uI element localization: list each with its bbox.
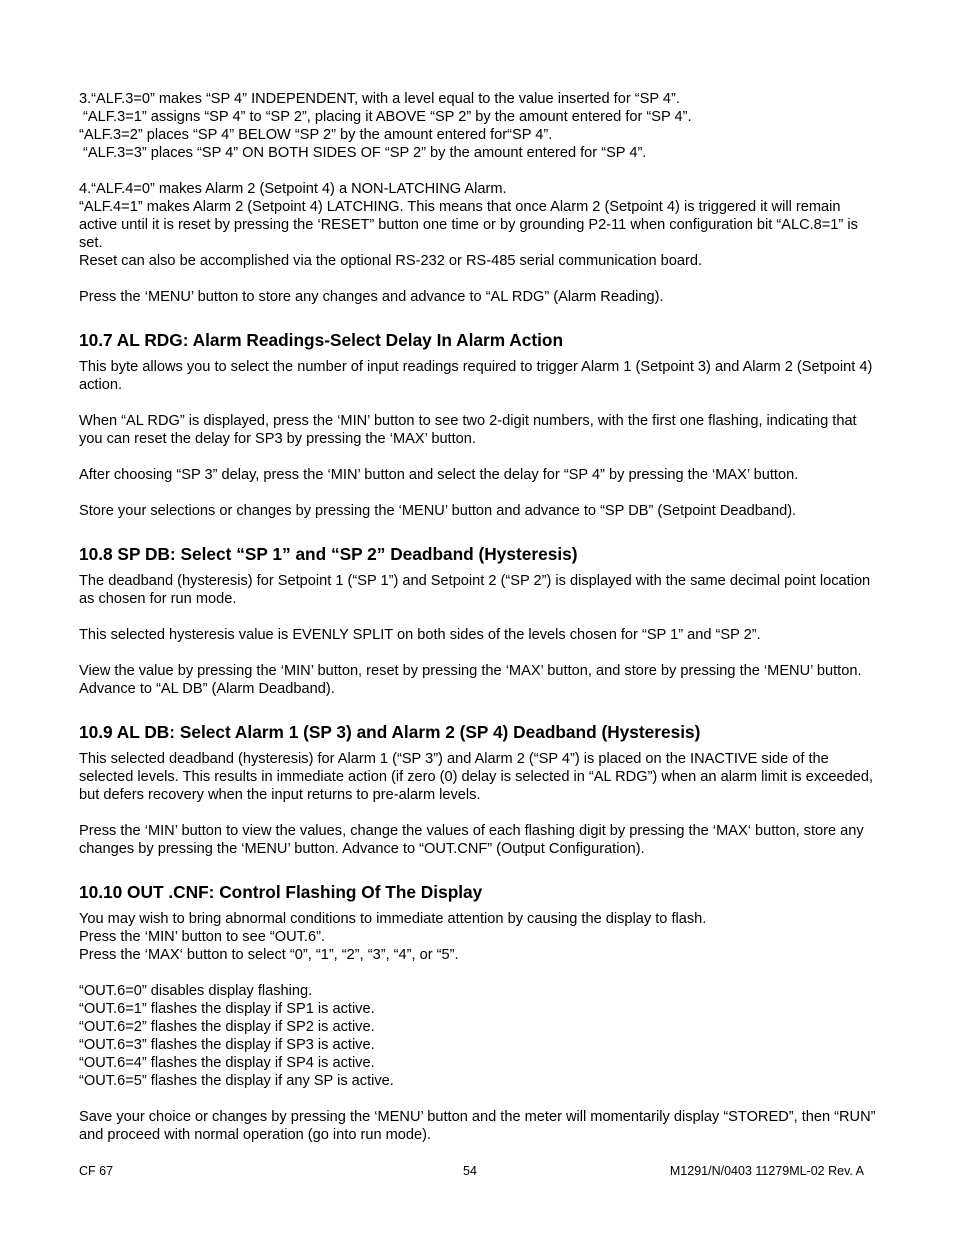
section-10-10-intro-0: You may wish to bring abnormal conditions to immediate attention by causing the display to flash. [79,911,707,927]
section-10-8-para-2: This selected hysteresis value is EVENLY SPLIT on both sides of the levels chosen for “SP 1” and “SP 2”. [79,627,761,643]
alf3-option-1: “ALF.3=1” assigns “SP 4” to “SP 2”, placing it ABOVE “SP 2” by the amount entered for “SP 4”. [79,109,692,125]
alf4-option-0: 4.“ALF.4=0” makes Alarm 2 (Setpoint 4) a NON-LATCHING Alarm. [79,181,507,197]
section-heading-10-7: 10.7 AL RDG: Alarm Readings-Select Delay In Alarm Action [79,330,564,350]
reset-note: Reset can also be accomplished via the optional RS-232 or RS-485 serial communication board. [79,253,702,269]
alf3-option-0: 3.“ALF.3=0” makes “SP 4” INDEPENDENT, with a level equal to the value inserted for “SP 4”. [79,91,680,107]
document-body [79,90,879,1144]
section-10-10-intro-2: Press the ‘MAX‘ button to select “0”, “1”, “2”, “3”, “4”, or “5”. [79,947,459,963]
out6-option-0: “OUT.6=0” disables display flashing. [79,983,313,999]
out6-option-3: “OUT.6=3” flashes the display if SP3 is active. [79,1037,375,1053]
alf4-option-1: “ALF.4=1” makes Alarm 2 (Setpoint 4) LATCHING. This means that once Alarm 2 (Setpoint 4) is triggered it will remain active until it is reset by pressing the ‘RESET” button one time or by grounding P2-11 when configuration bit “ALC.8=1” is set. [79,199,858,251]
section-heading-10-9: 10.9 AL DB: Select Alarm 1 (SP 3) and Alarm 2 (SP 4) Deadband (Hysteresis) [79,722,701,742]
section-10-10-save-note: Save your choice or changes by pressing the ‘MENU’ button and the meter will momentarily display “STORED”, then “RUN” and proceed with normal operation (go into run mode). [79,1109,876,1143]
section-10-7-para-2: When “AL RDG” is displayed, press the ‘MIN’ button to see two 2-digit numbers, with the first one flashing, indicating that you can reset the delay for SP3 by pressing the ‘MAX’ button. [79,413,857,447]
out6-option-5: “OUT.6=5” flashes the display if any SP is active. [79,1073,394,1089]
out6-options-list [79,982,879,1090]
footer-model: CF 67 [79,1164,114,1178]
section-10-8-para-3: View the value by pressing the ‘MIN’ button, reset by pressing the ‘MAX’ button, and store by pressing the ‘MENU’ button. Advance to “AL DB” (Alarm Deadband). [79,663,862,697]
section-10-9-para-1: This selected deadband (hysteresis) for Alarm 1 (“SP 3”) and Alarm 2 (“SP 4”) is placed on the INACTIVE side of the selected levels. This results in immediate action (if zero (0) delay is selected in “AL RDG”) when an alarm limit is exceeded, but defers recovery when the input returns to pre-alarm levels. [79,751,874,803]
out6-option-4: “OUT.6=4” flashes the display if SP4 is active. [79,1055,375,1071]
section-heading-10-10: 10.10 OUT .CNF: Control Flashing Of The Display [79,882,483,902]
alf3-option-3: “ALF.3=3” places “SP 4” ON BOTH SIDES OF “SP 2” by the amount entered for “SP 4”. [79,145,647,161]
section-10-7-para-1: This byte allows you to select the number of input readings required to trigger Alarm 1 (Setpoint 3) and Alarm 2 (Setpoint 4) action. [79,359,873,393]
section-10-7-para-3: After choosing “SP 3” delay, press the ‘MIN’ button and select the delay for “SP 4” by pressing the ‘MAX’ button. [79,467,799,483]
out6-option-2: “OUT.6=2” flashes the display if SP2 is active. [79,1019,375,1035]
section-10-8-para-1: The deadband (hysteresis) for Setpoint 1 (“SP 1”) and Setpoint 2 (“SP 2”) is displayed with the same decimal point location as chosen for run mode. [79,573,871,607]
section-10-9-para-2: Press the ‘MIN’ button to view the values, change the values of each flashing digit by pressing the ‘MAX‘ button, store any changes by pressing the ‘MENU’ button. Advance to “OUT.CNF” (Output Configuration). [79,823,864,857]
footer-doc-id: M1291/N/0403 11279ML-02 Rev. A [669,1164,864,1178]
alf3-option-2: “ALF.3=2” places “SP 4” BELOW “SP 2” by the amount entered for“SP 4”. [79,127,553,143]
out6-option-1: “OUT.6=1” flashes the display if SP1 is active. [79,1001,375,1017]
section-10-10-intro-1: Press the ‘MIN’ button to see “OUT.6”. [79,929,326,945]
footer-page-number: 54 [463,1164,477,1178]
menu-advance-note: Press the ‘MENU’ button to store any changes and advance to “AL RDG” (Alarm Reading). [79,289,664,305]
section-heading-10-8: 10.8 SP DB: Select “SP 1” and “SP 2” Deadband (Hysteresis) [79,544,578,564]
alf3-list [79,90,879,162]
section-10-7-para-4: Store your selections or changes by pressing the ‘MENU’ button and advance to “SP DB” (Setpoint Deadband). [79,503,797,519]
